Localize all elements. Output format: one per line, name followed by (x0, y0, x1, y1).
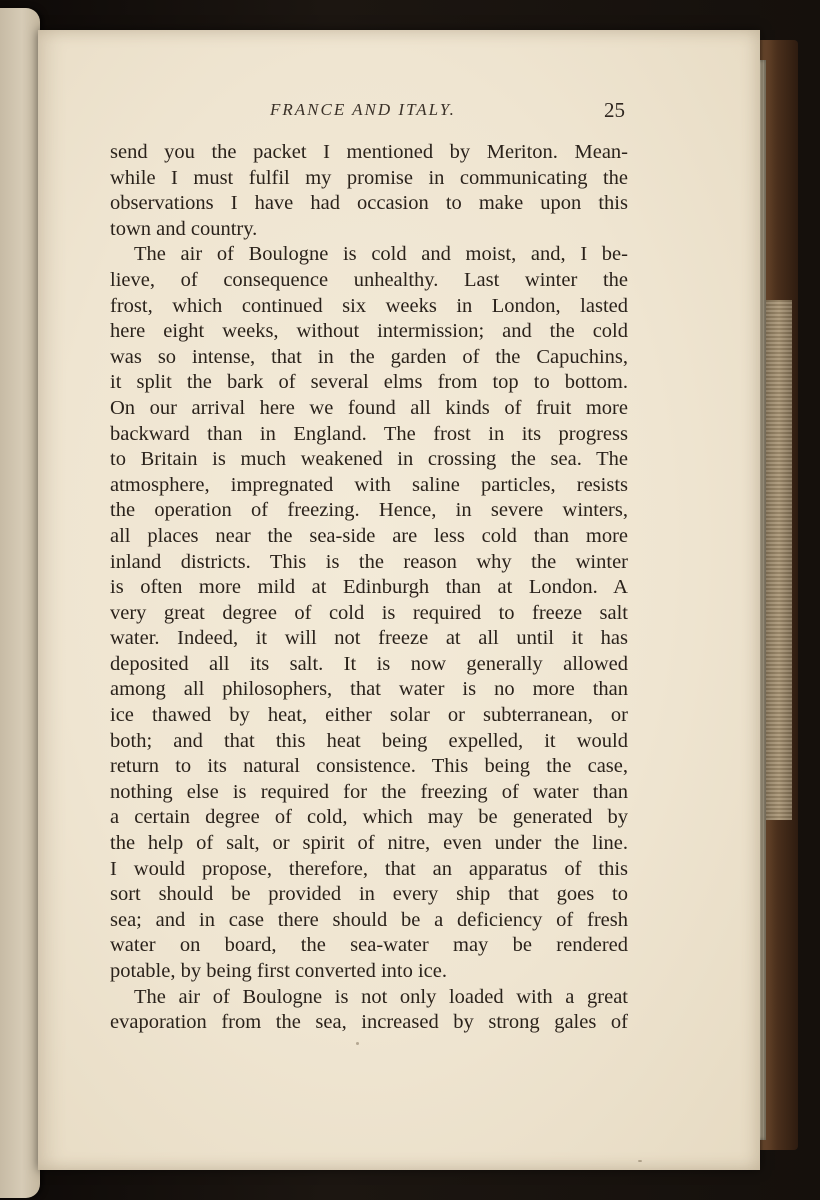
text-line: water. Indeed, it will not freeze at all until it has (110, 627, 628, 650)
text-line: The air of Boulogne is not only loaded with a great (134, 985, 628, 1008)
body-text (110, 140, 628, 1036)
text-line: observations I have had occasion to make upon this (110, 192, 628, 215)
text-line: was so intense, that in the garden of the Capuchins, (110, 345, 628, 368)
facing-page-edge (0, 8, 40, 1198)
text-line: The air of Boulogne is cold and moist, and, I be- (134, 243, 628, 266)
page-number: 25 (604, 98, 625, 122)
book-page (38, 30, 760, 1170)
text-line: ice thawed by heat, either solar or subterranean, or (110, 704, 628, 727)
text-line: On our arrival here we found all kinds of fruit more (110, 396, 628, 419)
text-line: water on board, the sea-water may be rendered (110, 934, 628, 957)
text-line: potable, by being first converted into ice. (110, 960, 448, 982)
text-line: the operation of freezing. Hence, in severe winters, (110, 499, 628, 522)
text-line: atmosphere, impregnated with saline particles, resists (110, 473, 628, 496)
text-line: sort should be provided in every ship that goes to (110, 883, 628, 906)
text-line: frost, which continued six weeks in London, lasted (110, 294, 628, 317)
text-line: I would propose, therefore, that an apparatus of this (110, 857, 628, 880)
text-line: here eight weeks, without intermission; and the cold (110, 320, 628, 343)
text-line: deposited all its salt. It is now generally allowed (110, 652, 628, 675)
text-line: it split the bark of several elms from top to bottom. (110, 371, 628, 394)
text-line: all places near the sea-side are less cold than more (110, 524, 628, 547)
text-line: very great degree of cold is required to freeze salt (110, 601, 628, 624)
paper-speck (356, 1042, 359, 1045)
text-line: the help of salt, or spirit of nitre, even under the line. (110, 832, 628, 855)
text-line: is often more mild at Edinburgh than at London. A (110, 576, 628, 599)
text-line: sea; and in case there should be a deficiency of fresh (110, 908, 628, 931)
text-line: inland districts. This is the reason why the winter (110, 550, 628, 573)
text-line: lieve, of consequence unhealthy. Last winter the (110, 268, 628, 291)
text-line: to Britain is much weakened in crossing the sea. The (110, 448, 628, 471)
running-title: FRANCE AND ITALY. (270, 100, 456, 119)
text-line: nothing else is required for the freezing of water than (110, 780, 628, 803)
text-line: a certain degree of cold, which may be generated by (110, 806, 628, 829)
text-line: send you the packet I mentioned by Meriton. Mean- (110, 141, 628, 163)
text-line: return to its natural consistence. This being the case, (110, 755, 628, 778)
text-line: while I must fulfil my promise in communicating the (110, 166, 628, 189)
cloth-binding (766, 300, 792, 820)
running-head (38, 100, 760, 124)
text-line: town and country. (110, 217, 258, 240)
text-line: both; and that this heat being expelled, it would (110, 729, 628, 752)
text-line: among all philosophers, that water is no more than (110, 678, 628, 701)
text-line: backward than in England. The frost in its progress (110, 422, 628, 445)
paper-speck (638, 1160, 642, 1162)
text-line: evaporation from the sea, increased by strong gales of (110, 1011, 628, 1034)
